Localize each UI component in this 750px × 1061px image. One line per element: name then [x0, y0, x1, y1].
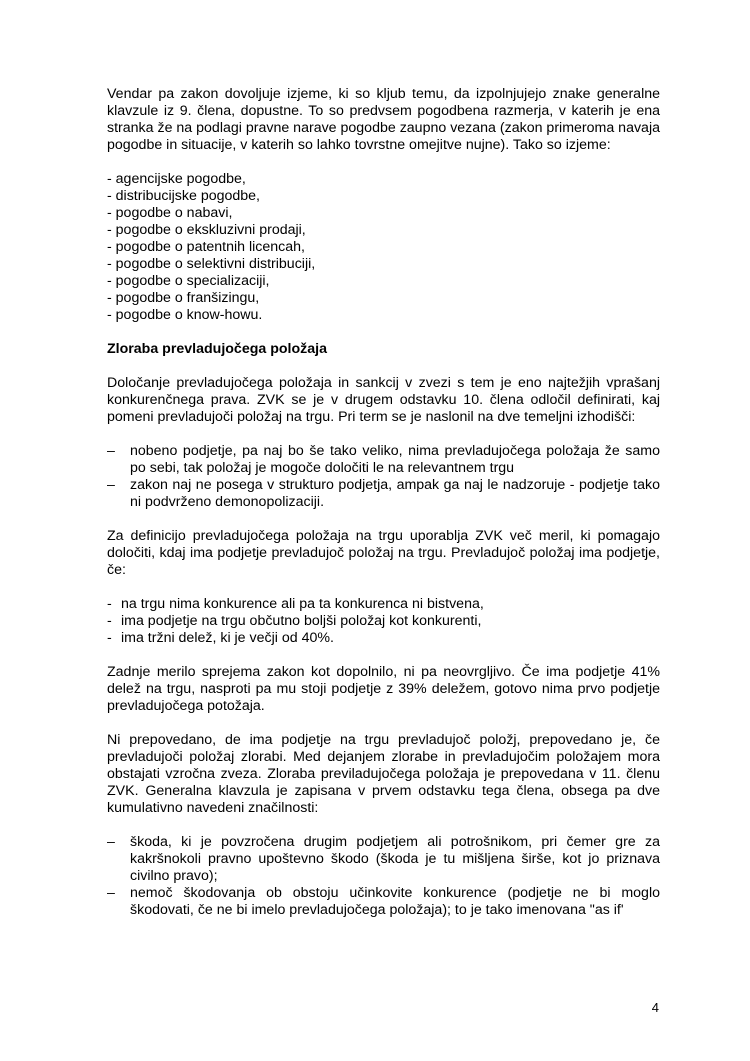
section-heading: Zloraba prevladujočega položaja: [107, 341, 327, 357]
page-number: 4: [651, 1000, 659, 1015]
list-item-text: zakon naj ne posega v strukturo podjetja, ampak ga naj le nadzoruje - podjetje tako ni podvrženo demonopolizaciji.: [130, 477, 660, 510]
intro-paragraph: Vendar pa zakon dovoljuje izjeme, ki so kljub temu, da izpolnjujejo znake generalne klavzule iz 9. člena, dopustne. To so predvsem pogodbena razmerja, v katerih je ena stranka že na podlagi pravne narave pogodbe zaupno vezana (zakon primeroma navaja pogodbe in situacije, v katerih so lahko tovrstne omejitve nujne). Tako so izjeme:: [107, 86, 660, 153]
dash-bullet: –: [107, 834, 115, 850]
list-item-text: nobeno podjetje, pa naj bo še tako veliko, nima prevladujočega položaja že samo po sebi, tak položaj je mogoče določiti le na relevantnem trgu: [130, 443, 660, 476]
list-item-text: na trgu nima konkurence ali pa ta konkurenca ni bistvena,: [121, 596, 484, 612]
criteria-list: [107, 596, 660, 647]
list-item: [107, 443, 660, 477]
list-item-text: ima podjetje na trgu občutno boljši položaj kot konkurenti,: [121, 613, 482, 629]
abuse-paragraph: Ni prepovedano, de ima podjetje na trgu prevladujoč položj, prepovedano je, če prevladujoči položaj zlorabi. Med dejanjem zlorabe in prevladujočim položajem mora obstajati vzročna zveza. Zloraba previladujočega položaja je prepovedana v 11. členu ZVK. Generalna klavzula je zapisana v prvem odstavku tega člena, obsega pa dve kumulativno navedeni značilnosti:: [107, 732, 660, 816]
list-item-text: nemoč škodovanja ob obstoju učinkovite konkurence (podjetje ne bi moglo škodovati, če ne bi imelo prevladujočega položaja); to je tako imenovana "as if': [130, 885, 660, 918]
list-item: [107, 596, 660, 613]
list-item: [107, 834, 660, 885]
list-item-text: škoda, ki je povzročena drugim podjetjem ali potrošnikom, pri čemer gre za kakršnokoli pravno upoštevno škodo (škoda je tu mišljena širše, kot jo priznava civilno pravo);: [130, 834, 660, 884]
list-item: [107, 885, 660, 919]
criteria-paragraph: Za definicijo prevladujočega položaja na trgu uporablja ZVK več meril, ki pomagajo določiti, kdaj ima podjetje prevladujoč položaj na trgu. Prevladujoč položaj ima podjetje, če:: [107, 528, 660, 578]
list-item: - pogodbe o franšizingu,: [107, 290, 260, 306]
hyphen-bullet: -: [107, 596, 112, 612]
list-item: - pogodbe o selektivni distribuciji,: [107, 256, 316, 272]
list-item: - pogodbe o patentnih licencah,: [107, 239, 305, 255]
hyphen-bullet: -: [107, 630, 112, 646]
list-item: [107, 630, 660, 647]
dash-bullet: –: [107, 477, 115, 493]
list-item: - pogodbe o nabavi,: [107, 205, 233, 221]
document-page: [107, 86, 660, 919]
list-item-text: ima tržni delež, ki je večji od 40%.: [121, 630, 334, 646]
list-item: - pogodbe o know-howu.: [107, 307, 263, 323]
list-item: [107, 613, 660, 630]
last-criterion-paragraph: Zadnje merilo sprejema zakon kot dopolnilo, ni pa neovrgljivo. Če ima podjetje 41% delež na trgu, nasproti pa mu stoji podjetje z 39% deležem, gotovo nima prvo podjetje prevladujočega potožaja.: [107, 664, 660, 714]
list-item: - agencijske pogodbe,: [107, 171, 246, 187]
exceptions-list: [107, 171, 660, 324]
dash-bullet: –: [107, 885, 115, 901]
list-item: - distribucijske pogodbe,: [107, 188, 260, 204]
dash-bullet: –: [107, 443, 115, 459]
list-item: [107, 477, 660, 511]
list-item: - pogodbe o ekskluzivni prodaji,: [107, 222, 306, 238]
characteristics-list: [107, 834, 660, 919]
starting-points-list: [107, 443, 660, 511]
list-item: - pogodbe o specializaciji,: [107, 273, 270, 289]
hyphen-bullet: -: [107, 613, 112, 629]
definition-paragraph: Določanje prevladujočega položaja in sankcij v zvezi s tem je eno najtežjih vprašanj konkurenčnega prava. ZVK se je v drugem odstavku 10. člena odločil definirati, kaj pomeni prevladujoči položaj na trgu. Pri term se je naslonil na dve temeljni izhodišči:: [107, 375, 660, 425]
